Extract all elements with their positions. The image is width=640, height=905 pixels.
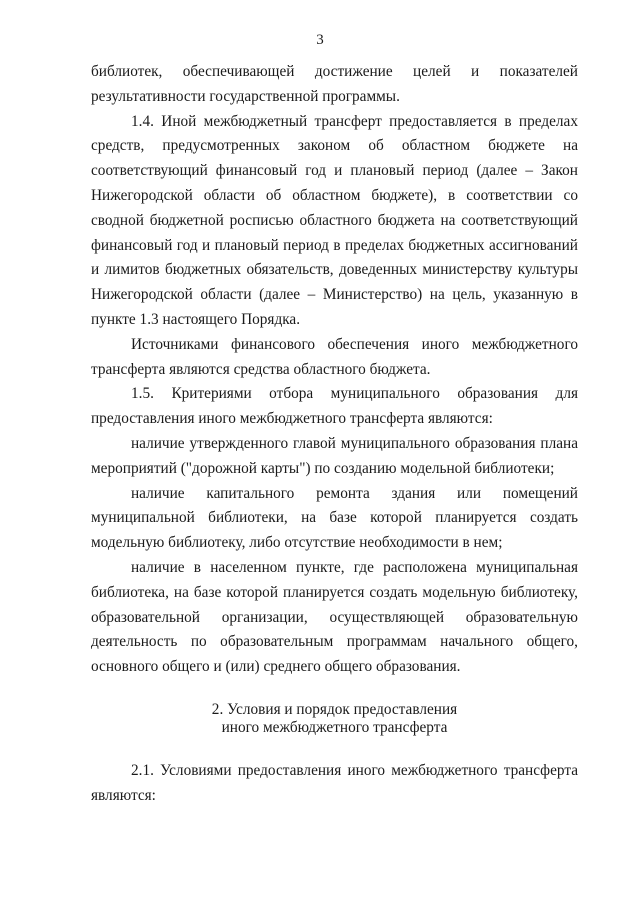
paragraph-continuation: библиотек, обеспечивающей достижение целей и показателей результативности государственной программы. — [91, 63, 578, 105]
paragraph-clause-1-5: 1.5. Критериями отбора муниципального образования для предоставления иного межбюджетного трансферта являются: — [91, 385, 578, 428]
paragraph-criterion-roadmap: наличие утвержденного главой муниципального образования плана мероприятий ("дорожной карты") по созданию модельной библиотеки; — [91, 434, 578, 477]
document-body — [91, 60, 578, 809]
paragraph-funding-sources: Источниками финансового обеспечения иного межбюджетного трансферта являются средства областного бюджета. — [91, 335, 578, 378]
section-heading-line-2: иного межбюджетного трансферта — [221, 718, 448, 736]
paragraph-clause-2-1: 2.1. Условиями предоставления иного межбюджетного трансферта являются: — [91, 761, 578, 804]
section-heading-line-1: 2. Условия и порядок предоставления — [211, 700, 458, 718]
paragraph-clause-1-4: 1.4. Иной межбюджетный трансферт предоставляется в пределах средств, предусмотренных законом об областном бюджете на соответствующий финансовый год и плановый период (далее – Закон Нижегородской области об областном бюджете), в соответствии со сводной бюджетной росписью областного бюджета на соответствующий финансовый год и плановый период в пределах бюджетных ассигнований и лимитов бюджетных обязательств, доведенных министерству культуры Нижегородской области (далее – Министерство) на цель, указанную в пункте 1.3 настоящего Порядка. — [91, 112, 578, 328]
section-heading — [91, 701, 578, 737]
paragraph-criterion-repair: наличие капитального ремонта здания или помещений муниципальной библиотеки, на базе которой планируется создать модельную библиотеку, либо отсутствие необходимости в нем; — [91, 484, 578, 552]
paragraph-criterion-education: наличие в населенном пункте, где расположена муниципальная библиотека, на базе которой планируется создать модельную библиотеку, образовательной организации, осуществляющей образовательную деятельность по образовательным программам начального общего, основного общего и (или) среднего общего образования. — [91, 558, 578, 676]
page-number: 3 — [316, 32, 324, 48]
